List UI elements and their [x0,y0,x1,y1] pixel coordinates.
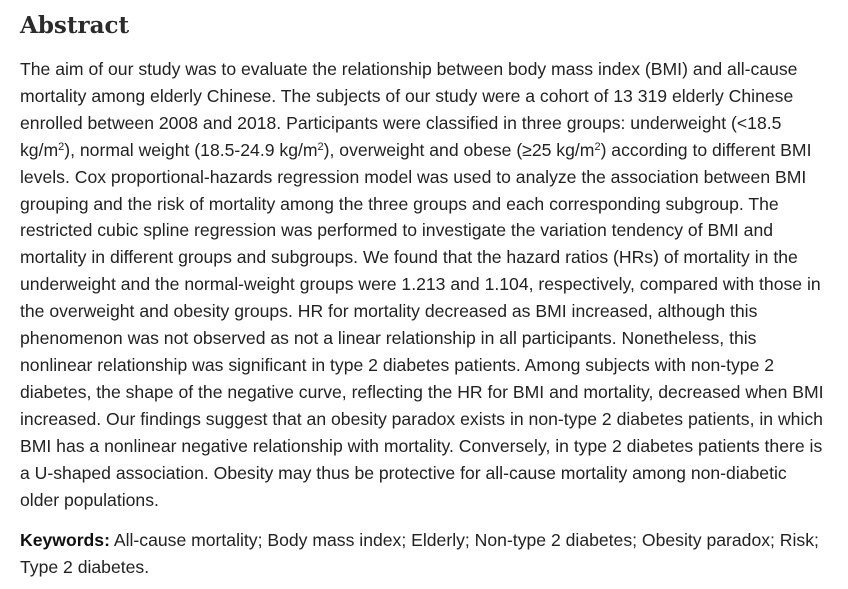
abstract-body [20,56,828,513]
abstract-section [20,8,828,581]
abstract-text-part-1: The aim of our study was to evaluate the relationship between body mass index (BMI) and all-cause mortality among elderly Chinese. The subjects of our study were a cohort of 13 319 elderly Chinese enrolled between 2008 and 2018. Participants were classified in three groups: underweight (<18.5 kg/m [20,59,798,160]
abstract-text-part-2: ), normal weight (18.5-24.9 kg/m [64,139,318,160]
abstract-text-part-4: ) according to different BMI levels. Cox proportional-hazards regression model was used to analyze the association between BMI grouping and the risk of mortality among the three groups and each corresponding subgroup. The restricted cubic spline regression was performed to investigate the variation tendency of BMI and mortality in different groups and subgroups. We found that the hazard ratios (HRs) of mortality in the underweight and the normal-weight groups were 1.213 and 1.104, respectively, compared with those in the overweight and obesity groups. HR for mortality decreased as BMI increased, although this phenomenon was not observed as not a linear relationship in all participants. Nonetheless, this nonlinear relationship was significant in type 2 diabetes patients. Among subjects with non-type 2 diabetes, the shape of the negative curve, reflecting the HR for BMI and mortality, decreased when BMI increased. Our findings suggest that an obesity paradox exists in non-type 2 diabetes patients, in which BMI has a nonlinear negative relationship with mortality. Conversely, in type 2 diabetes patients there is a U-shaped association. Obesity may thus be protective for all-cause mortality among non-diabetic older populations. [20,139,824,510]
superscript-2: 2 [594,140,601,153]
keywords-list: All-cause mortality; Body mass index; Elderly; Non-type 2 diabetes; Obesity paradox; Risk; Type 2 diabetes. [20,530,819,578]
abstract-heading: Abstract [20,12,130,39]
abstract-text-part-3: ), overweight and obese (≥25 kg/m [323,139,595,160]
superscript-2: 2 [58,140,65,153]
superscript-2: 2 [317,140,324,153]
keywords-line [20,527,828,581]
keywords-label: Keywords: [20,530,110,551]
